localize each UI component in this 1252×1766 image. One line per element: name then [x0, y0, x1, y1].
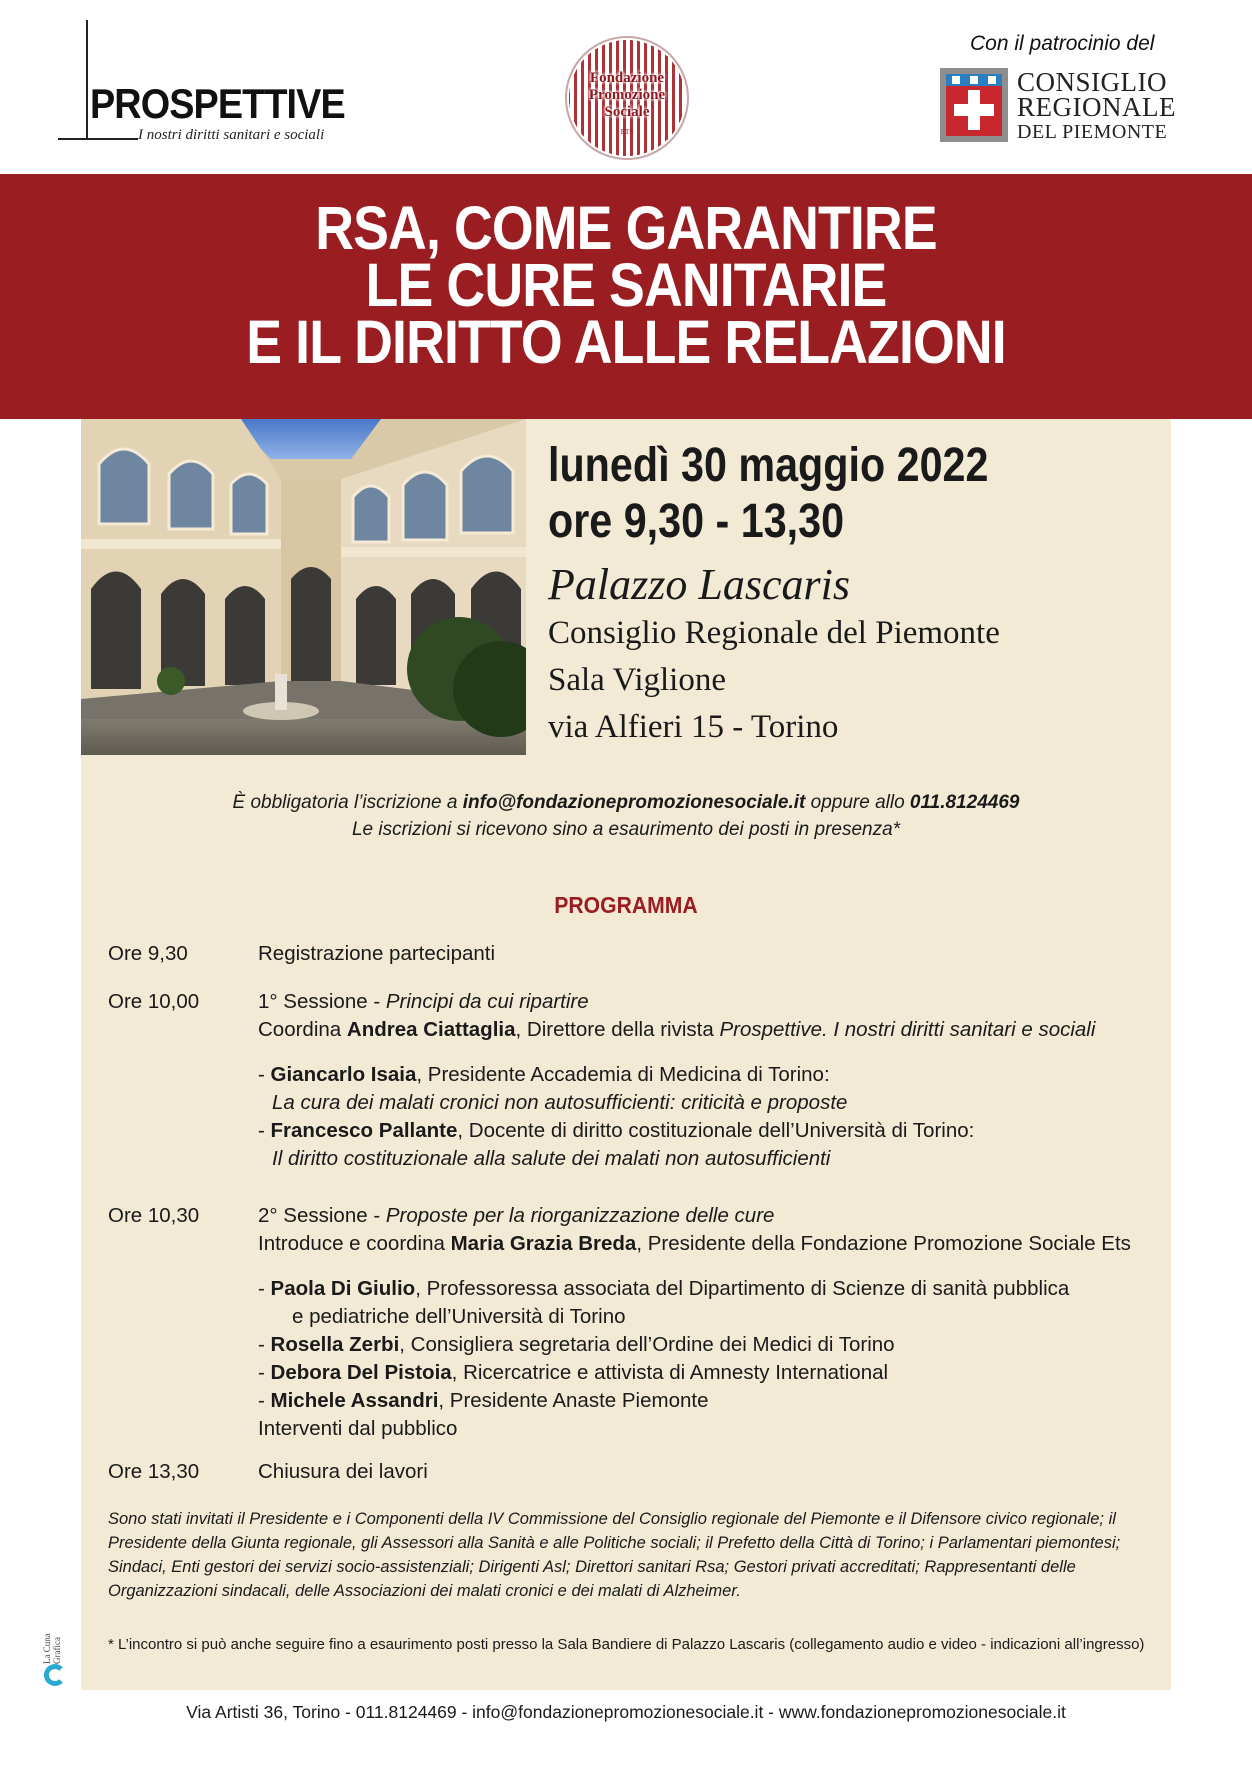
footer-contacts: Via Artisti 36, Torino - 011.8124469 - info@fondazionepromozionesociale.it - www.fondazionepromozionesociale.it — [186, 1702, 1066, 1722]
registration-info — [81, 789, 1171, 843]
speaker-name: Michele Assandri — [270, 1389, 439, 1412]
coord-name: Andrea Ciattaglia — [346, 1018, 516, 1041]
speaker-name: Giancarlo Isaia — [270, 1063, 417, 1086]
coord-role: , Presidente della Fondazione Promozione Sociale Ets — [636, 1232, 1131, 1255]
fondazione-name — [567, 70, 687, 121]
address-line-2: Sala Viglione — [548, 662, 726, 698]
consiglio-line-1: CONSIGLIO — [1017, 67, 1167, 97]
schedule-time: Ore 10,30 — [108, 1204, 200, 1227]
coord-name: Maria Grazia Breda — [450, 1232, 637, 1255]
event-details — [548, 438, 1060, 751]
title-banner — [0, 174, 1252, 419]
schedule-line: Chiusura dei lavori — [258, 1460, 428, 1483]
consiglio-regionale-logo — [940, 68, 1175, 142]
event-time: ore 9,30 - 13,30 — [548, 495, 845, 548]
logo-horizontal-rule — [58, 138, 138, 140]
address-line-1: Consiglio Regionale del Piemonte — [548, 615, 1000, 651]
session-2-coordinator — [258, 1230, 1178, 1258]
printer-g-icon — [44, 1664, 66, 1686]
registration-email[interactable]: info@fondazionepromozionesociale.it — [462, 792, 806, 813]
speaker-name: Debora Del Pistoia — [270, 1361, 452, 1384]
registration-phone[interactable]: 011.8124469 — [909, 792, 1020, 813]
consiglio-emblem-icon — [940, 68, 1008, 142]
speaker-role: , Professoressa associata del Dipartimento di Scienze di sanità pubblica — [415, 1277, 1070, 1300]
speaker-5: - Debora Del Pistoia, Ricercatrice e attivista di Amnesty International — [258, 1361, 889, 1384]
registration-line-2: Le iscrizioni si ricevono sino a esaurimento dei posti in presenza* — [351, 819, 901, 840]
talk-title: La cura dei malati cronici non autosufficienti: criticità e proposte — [272, 1091, 848, 1114]
logo-vertical-rule — [86, 20, 88, 140]
interventi: Interventi dal pubblico — [258, 1417, 458, 1440]
speaker-role: , Presidente Accademia di Medicina di Torino: — [416, 1063, 830, 1086]
speaker-name: Paola Di Giulio — [270, 1277, 416, 1300]
session-2-heading — [258, 1202, 1178, 1230]
schedule-desc — [258, 940, 1178, 968]
schedule-time: Ore 10,00 — [108, 990, 200, 1013]
schedule-time: Ore 13,30 — [108, 1460, 200, 1483]
session-1-heading — [258, 988, 1178, 1016]
coord-prefix: Introduce e coordina — [258, 1232, 451, 1255]
speaker-1: - Giancarlo Isaia, Presidente Accademia di Medicina di Torino: — [258, 1063, 830, 1086]
footnote: * L’incontro si può anche seguire fino a esaurimento posti presso la Sala Bandiere di Palazzo Lascaris (collegamento audio e video - indicazioni all’ingresso) — [108, 1636, 1145, 1653]
speaker-4: - Rosella Zerbi, Consigliera segretaria dell’Ordine dei Medici di Torino — [258, 1333, 895, 1356]
session-title: Principi da cui ripartire — [385, 990, 589, 1013]
fondazione-line-3: Sociale — [604, 104, 650, 120]
event-title — [75, 194, 1177, 376]
title-line-3: E IL DIRITTO ALLE RELAZIONI — [246, 308, 1006, 376]
schedule-line: Registrazione partecipanti — [258, 942, 496, 965]
prospettive-logo — [58, 20, 358, 150]
speaker-role: , Consigliera segretaria dell’Ordine dei Medici di Torino — [399, 1333, 895, 1356]
title-line-2: LE CURE SANITARIE — [365, 251, 887, 319]
fondazione-logo — [565, 36, 689, 160]
title-line-1: RSA, COME GARANTIRE — [315, 194, 937, 262]
fondazione-line-2: Promozione — [588, 87, 666, 103]
talk-title: Il diritto costituzionale alla salute dei malati non autosufficienti — [272, 1147, 831, 1170]
speaker-role: , Presidente Anaste Piemonte — [438, 1389, 709, 1412]
speaker-2-talk — [258, 1145, 1178, 1173]
session-1-coordinator — [258, 1016, 1178, 1044]
prospettive-name: PROSPETTIVE — [90, 80, 345, 127]
invited-paragraph: Sono stati invitati il Presidente e i Componenti della IV Commissione del Consiglio regionale del Piemonte e il Difensore civico regionale; il Presidente della Giunta regionale, gli Assessori alla Sanità e alle Politiche sociali; il Prefetto della Città di Torino; i Parlamentari piemontesi; Sindaci, Enti gestori dei servizi socio-assistenziali; Dirigenti Asl; Direttori sanitari Rsa; Gestori privati accreditati; Rappresentanti delle Organizzazioni sindacali, delle Associazioni dei malati cronici e dei malati di Alzheimer. — [108, 1510, 1121, 1600]
speaker-name: Francesco Pallante — [270, 1119, 458, 1142]
event-venue: Palazzo Lascaris — [548, 560, 850, 609]
registration-line-1 — [81, 789, 1171, 816]
coord-journal: Prospettive. I nostri diritti sanitari e sociali — [719, 1018, 1096, 1041]
registration-prefix: È obbligatoria l’iscrizione a — [232, 792, 463, 813]
address-line-3: via Alfieri 15 - Torino — [548, 709, 839, 745]
programma-title: PROGRAMMA — [554, 892, 698, 918]
speaker-name: Rosella Zerbi — [270, 1333, 400, 1356]
coord-prefix: Coordina — [258, 1018, 347, 1041]
speaker-3: - Paola Di Giulio, Professoressa associata del Dipartimento di Scienze di sanità pubblica — [258, 1277, 1070, 1300]
schedule-desc — [258, 988, 1178, 1173]
event-date: lunedì 30 maggio 2022 — [548, 439, 989, 492]
consiglio-line-3: DEL PIEMONTE — [1017, 121, 1168, 143]
schedule-desc — [258, 1202, 1178, 1443]
fondazione-ets: ETS — [620, 128, 634, 136]
fondazione-line-1: Fondazione — [589, 70, 665, 86]
speaker-1-talk — [258, 1089, 1178, 1117]
patrocinio-label: Con il patrocinio del — [970, 32, 1155, 55]
palazzo-photo — [81, 419, 526, 755]
printer-name: La Cuna Grafica — [42, 1633, 62, 1664]
consiglio-line-2: REGIONALE — [1017, 92, 1176, 122]
schedule-desc — [258, 1458, 1178, 1486]
session-title: Proposte per la riorganizzazione delle cure — [385, 1204, 775, 1227]
schedule-time: Ore 9,30 — [108, 942, 188, 965]
prospettive-tagline: I nostri diritti sanitari e sociali — [138, 127, 325, 143]
speaker-2: - Francesco Pallante, Docente di diritto costituzionale dell’Università di Torino: — [258, 1119, 975, 1142]
speaker-role: , Ricercatrice e attivista di Amnesty International — [451, 1361, 889, 1384]
consiglio-name — [1017, 67, 1176, 145]
speaker-role: , Docente di diritto costituzionale dell’Università di Torino: — [457, 1119, 975, 1142]
speaker-6: - Michele Assandri, Presidente Anaste Piemonte — [258, 1389, 709, 1412]
session-label: 1° Sessione - — [258, 990, 386, 1013]
session-label: 2° Sessione - — [258, 1204, 386, 1227]
speaker-3-role-cont: e pediatriche dell’Università di Torino — [292, 1305, 626, 1328]
registration-middle: oppure allo — [805, 792, 910, 813]
printer-logo — [42, 1608, 72, 1690]
coord-role: , Direttore della rivista — [515, 1018, 720, 1041]
